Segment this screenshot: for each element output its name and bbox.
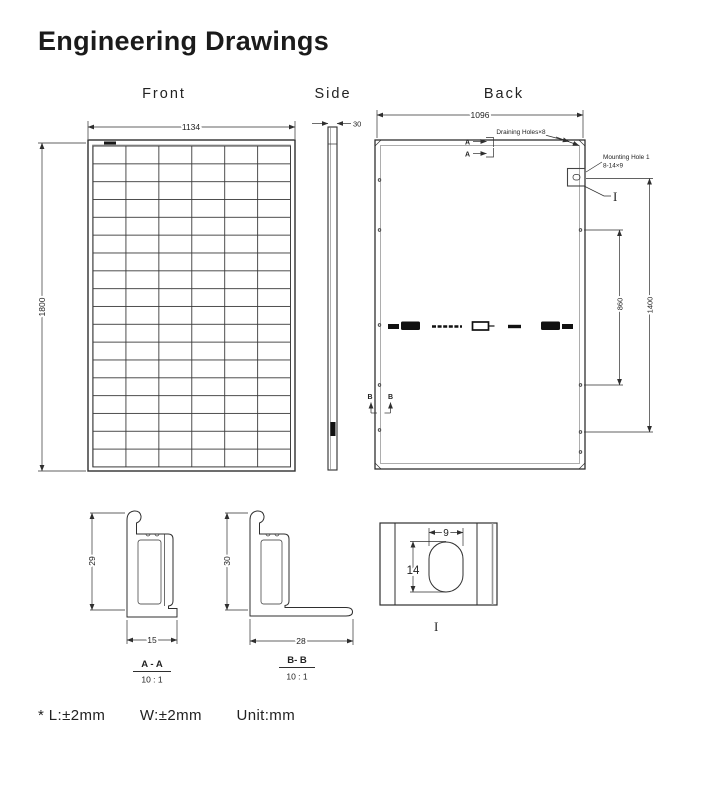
side-junction-box-mark (331, 422, 336, 436)
hole-width-value: 9 (443, 528, 449, 539)
bb-width-value: 28 (296, 636, 306, 646)
section-aa-detail (87, 511, 177, 685)
side-profile-bar (328, 127, 337, 470)
mounting-hole-size: 8-14×9 (603, 162, 624, 170)
hole-height-value: 14 (406, 565, 420, 577)
bb-width-dimension (250, 619, 353, 646)
connector-male (388, 324, 399, 329)
side-view-label: Side (314, 86, 352, 102)
section-b-label-right: B (387, 394, 394, 401)
back-hole-span-dimension (584, 230, 625, 385)
detail-ref-label: I (613, 189, 618, 204)
mounting-hole-detail (380, 523, 497, 634)
bb-profile-outline (250, 511, 353, 616)
front-view-label: Front (142, 86, 186, 102)
aa-width-dimension (127, 620, 177, 645)
front-label-mark (104, 142, 116, 145)
section-bb-detail (222, 511, 353, 682)
back-hole-span-value: 860 (615, 297, 625, 311)
mounting-hole-title: Mounting Hole 1 (603, 154, 650, 161)
back-width-dimension (377, 110, 583, 138)
section-b-label-left: B (367, 394, 373, 401)
unit-note: Unit:mm (236, 707, 296, 724)
cable-right (508, 325, 521, 328)
back-view (367, 110, 654, 469)
bb-title: B- B (287, 655, 307, 666)
aa-height-value: 29 (87, 556, 97, 566)
section-a-label-top: A (464, 139, 470, 147)
back-view-label: Back (483, 86, 525, 102)
connector-body-right (541, 322, 560, 331)
connector-body-left (401, 322, 420, 331)
bb-height-dimension (222, 513, 248, 610)
tolerance-width: W:±2mm (139, 707, 202, 724)
page-title: Engineering Drawings (38, 26, 330, 56)
junction-box (473, 322, 489, 330)
tolerance-length: * L:±2mm (38, 707, 106, 724)
front-height-value: 1800 (37, 297, 47, 317)
front-width-dimension (88, 121, 295, 139)
hole-detail-label: I (434, 619, 439, 634)
aa-width-value: 15 (147, 635, 157, 645)
draining-holes-label: Draining Holes×8 (496, 129, 546, 136)
tolerance-note (38, 707, 325, 724)
connector-female (562, 324, 573, 329)
aa-scale: 10 : 1 (141, 674, 163, 685)
bb-height-value: 30 (222, 556, 232, 566)
back-frame (375, 140, 585, 469)
aa-title: A - A (141, 659, 163, 670)
back-width-value: 1096 (470, 110, 490, 120)
side-view (312, 120, 361, 471)
aa-profile-hollow (138, 540, 161, 604)
aa-profile-outline (127, 511, 177, 617)
aa-height-dimension (87, 513, 125, 610)
front-view (37, 121, 295, 471)
bb-profile-hollow (261, 540, 282, 604)
solar-cell-grid (93, 146, 291, 467)
front-height-dimension (37, 143, 86, 471)
front-width-value: 1134 (181, 122, 201, 132)
junction-box-row (388, 322, 573, 331)
bb-scale: 10 : 1 (286, 671, 308, 682)
section-a-label-bottom: A (464, 151, 470, 159)
side-thickness-value: 30 (353, 119, 362, 129)
back-outer-span-value: 1400 (645, 296, 655, 314)
hole-detail-frame (380, 523, 497, 605)
